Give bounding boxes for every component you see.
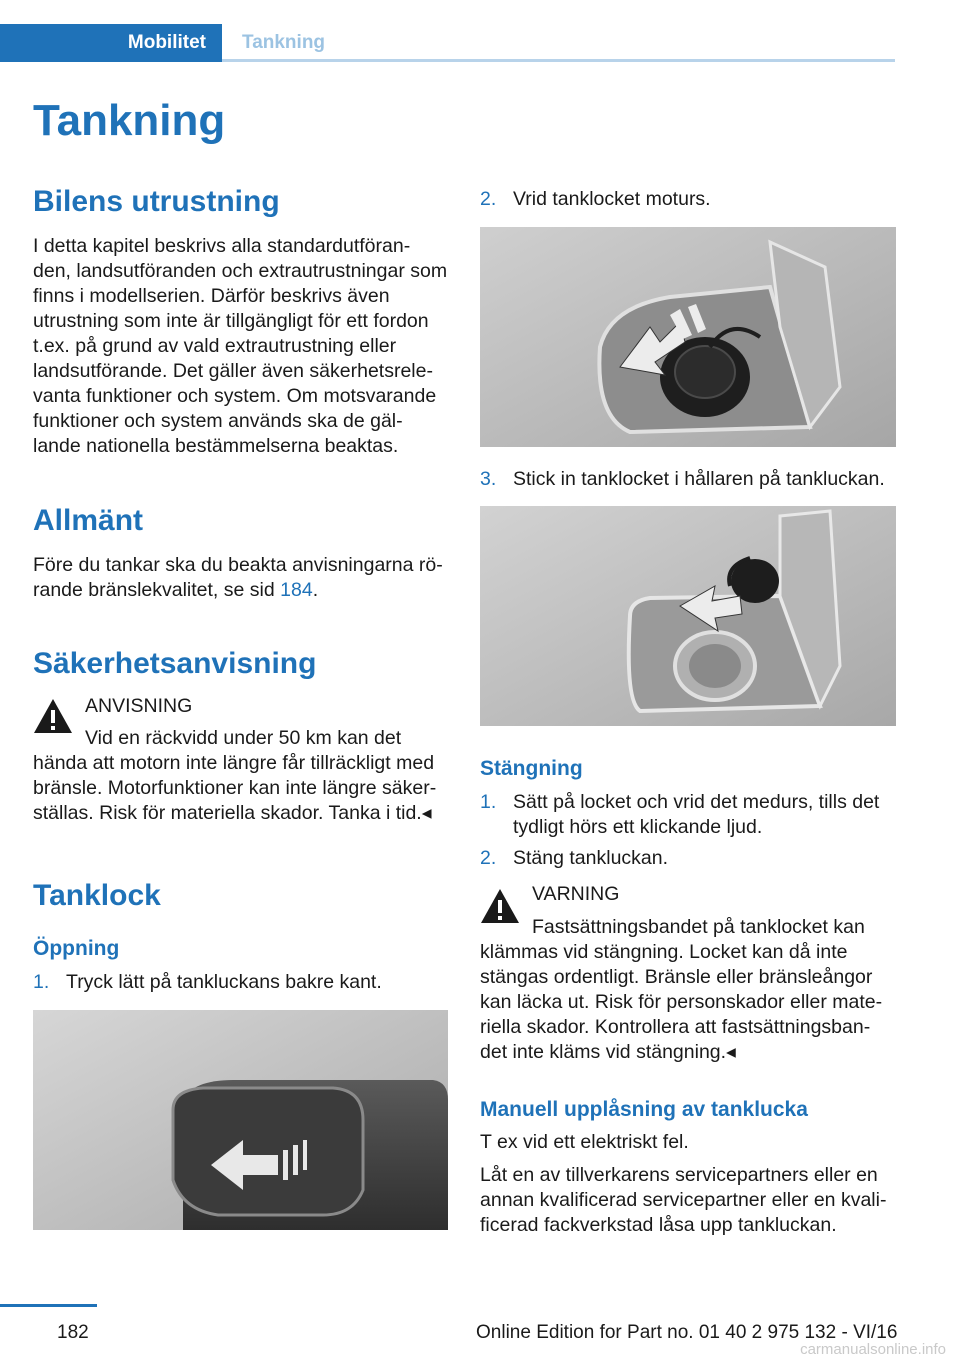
heading-closing: Stängning bbox=[480, 757, 583, 780]
step-number: 2. bbox=[480, 188, 497, 210]
photo-turn-cap bbox=[480, 227, 896, 447]
heading-equipment: Bilens utrustning bbox=[33, 185, 280, 218]
warning-label: VARNING bbox=[532, 883, 620, 905]
heading-general: Allmänt bbox=[33, 504, 144, 537]
header-divider bbox=[222, 59, 895, 62]
manual-unlock-text-2: Låt en av tillverkarens servicepartners eller en annan kvalificerad servicepartner eller en kvali-ficerad fackverkstad låsa upp tankluckan. bbox=[480, 1164, 887, 1236]
page-number: 182 bbox=[57, 1322, 89, 1343]
opening-step-3 bbox=[480, 467, 896, 492]
step-text: Vrid tanklocket moturs. bbox=[513, 188, 711, 210]
step-number: 3. bbox=[480, 468, 497, 490]
step-text: Stick in tanklocket i hållaren på tankluckan. bbox=[513, 468, 885, 490]
notice-label: ANVISNING bbox=[85, 695, 193, 717]
step-text: Stäng tankluckan. bbox=[513, 847, 669, 869]
step-text: Sätt på locket och vrid det medurs, tills det tydligt hörs ett klickande ljud. bbox=[513, 791, 880, 838]
heading-manual-unlock: Manuell upplåsning av tanklucka bbox=[480, 1098, 808, 1121]
watermark: carmanualsonline.info bbox=[800, 1341, 946, 1358]
heading-opening: Öppning bbox=[33, 937, 120, 960]
manual-unlock-text-1: T ex vid ett elektriskt fel. bbox=[480, 1131, 689, 1153]
warning-text: Fastsättningsbandet på tanklocket kan klämmas vid stängning. Locket kan då inte stängas ordentligt. Bränsle eller bränsleångor kan läcka ut. Risk för personskador eller mate-riella skador. Kontrollera att fastsättningsban-det inte kläms vid stängning.◂ bbox=[480, 916, 883, 1063]
page-title: Tankning bbox=[33, 96, 226, 145]
general-text bbox=[33, 553, 448, 603]
edition-text: Online Edition for Part no. 01 40 2 975 132 - VI/16 bbox=[476, 1322, 898, 1343]
page-link-184[interactable]: 184 bbox=[280, 579, 313, 601]
tab-mobilitet[interactable]: Mobilitet bbox=[0, 24, 222, 62]
equipment-text: I detta kapitel beskrivs alla standardutföran-den, landsutföranden och extrautrustningar som finns i modellserien. Därför beskrivs även utrustning som inte är tillgängligt för ett fordon t.ex. på grund av vald extrautrustning eller landsutförande. Det gäller även säkerhetsrele-vanta funktioner och system. Om motsvarande funktioner och system används ska de gäl-lande nationella bestämmelserna beaktas. bbox=[33, 235, 448, 457]
step-text: Tryck lätt på tankluckans bakre kant. bbox=[66, 971, 382, 993]
opening-step-1 bbox=[33, 970, 448, 995]
closing-step-2 bbox=[480, 846, 896, 871]
opening-step-2 bbox=[480, 187, 896, 212]
step-number: 1. bbox=[480, 791, 497, 813]
photo-cap-holder bbox=[480, 506, 896, 726]
general-text-before: Före du tankar ska du beakta anvisningarna rö-rande bränslekvalitet, se sid bbox=[33, 554, 443, 601]
step-number: 2. bbox=[480, 847, 497, 869]
heading-fuel-cap: Tanklock bbox=[33, 879, 161, 912]
photo-fuel-flap-press bbox=[33, 1010, 448, 1230]
closing-step-1 bbox=[480, 790, 896, 840]
heading-safety: Säkerhetsanvisning bbox=[33, 647, 317, 680]
notice-text: Vid en räckvidd under 50 km kan det hända att motorn inte längre får tillräckligt med bränsle. Motorfunktioner kan inte längre säker-ställas. Risk för materiella skador. Tanka i tid.◂ bbox=[33, 727, 437, 824]
tab-tankning[interactable]: Tankning bbox=[242, 32, 326, 53]
step-number: 1. bbox=[33, 971, 50, 993]
page-number-rule bbox=[0, 1304, 97, 1307]
general-text-after: . bbox=[312, 579, 319, 601]
header-bar bbox=[0, 24, 895, 62]
